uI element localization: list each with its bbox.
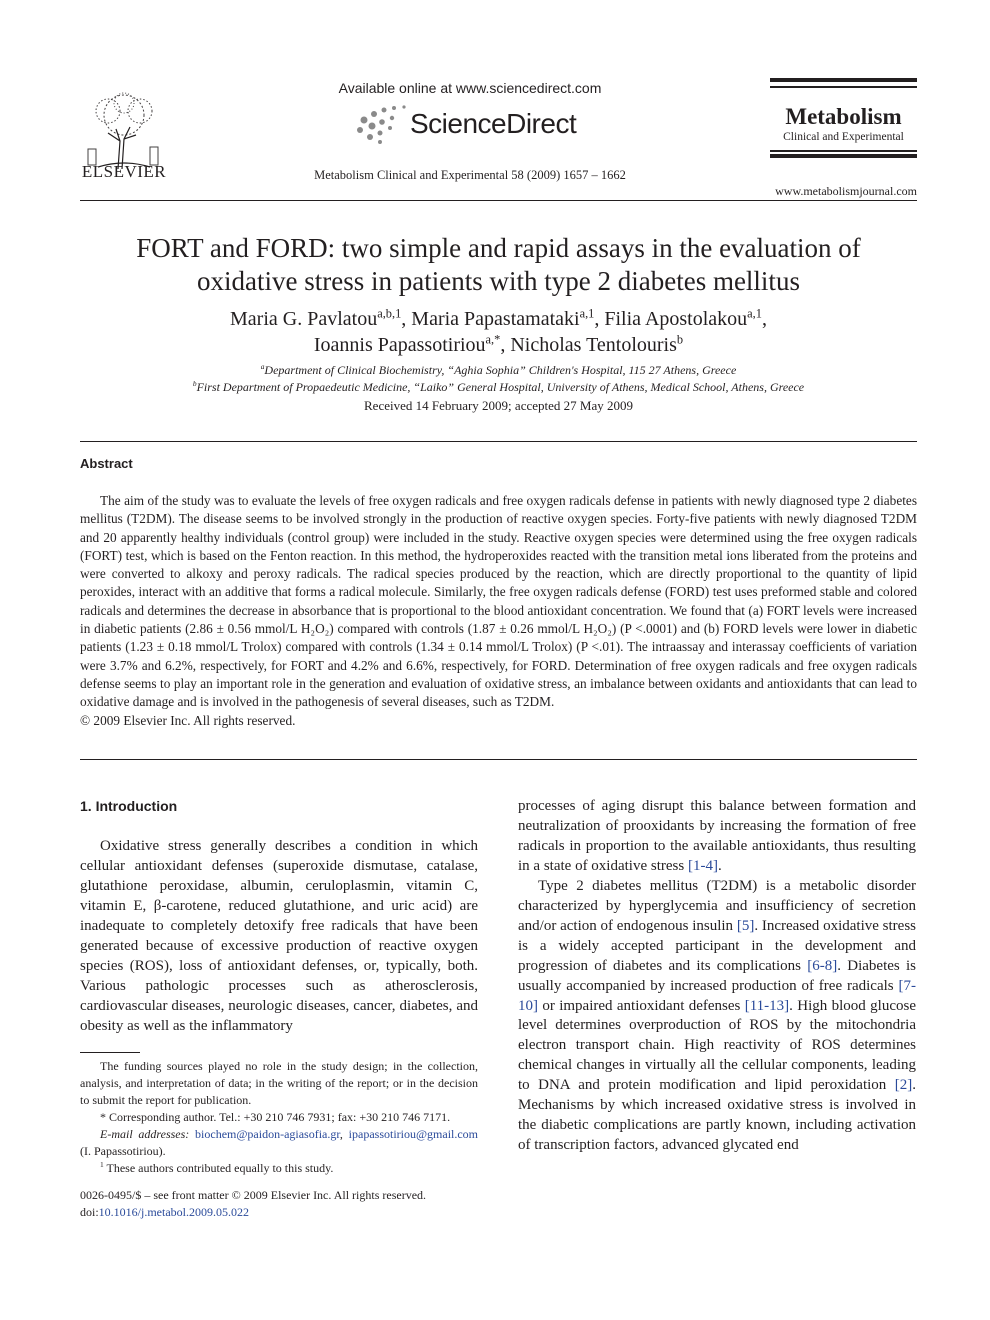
body-text: Type 2 diabetes mellitus (T2DM) is a metabolic disorder characterized by hyperglycemia and insufficiency of secretion and/or action of endogenous insulin: [518, 877, 916, 934]
email-owner: (I. Papassotiriou).: [80, 1144, 166, 1158]
equal-contribution-text: These authors contributed equally to this study.: [106, 1161, 334, 1175]
author-separator: ,: [761, 308, 767, 330]
body-text: . Diabetes is usually accompanied by increased production of free radicals: [518, 957, 917, 994]
affiliations: [80, 362, 917, 396]
body-text: . Mechanisms by which increased oxidative stress is involved in the diabetic complications are partly known, including activation of transcription factors, advanced glycated end: [518, 1077, 916, 1154]
author-name: Nicholas Tentolouris: [510, 334, 677, 356]
received-dates: Received 14 February 2009; accepted 27 May 2009: [364, 398, 633, 413]
journal-rule: [770, 78, 917, 82]
body-text: processes of aging disrupt this balance between formation and neutralization of prooxidants by increasing the formation of free radicals in proportion to the available antioxidants, thus resulting in a state of oxidative stress: [518, 798, 916, 874]
right-column: [518, 797, 916, 1156]
doi-link[interactable]: 10.1016/j.metabol.2009.05.022: [98, 1205, 249, 1219]
body-text: . High blood glucose level determines overproduction of ROS by the mitochondria electron transport chain. High reactivity of ROS determines chemical changes in virtually all the cellular components, leading to DNA and protein modification and lipid peroxidation: [518, 997, 916, 1094]
author-affil-mark: b: [676, 332, 684, 347]
citation-link[interactable]: [11-13]: [744, 997, 790, 1014]
doi-label: doi:: [80, 1205, 99, 1219]
abstract-paragraph: The aim of the study was to evaluate the levels of free oxygen radicals and free oxygen radicals defense in patients with newly diagnosed type 2 diabetes mellitus (T2DM). The disease seems to be involved strongly in the production of reactive oxygen species. Forty-five patients with newly diagnosed T2DM and 20 apparently healthy individuals (control group) were included in the study. Reactive oxygen species were determined using the free oxygen radicals (FORT) test, which is based on the Fenton reaction. In this method, the hydroperoxides reacted with the transition metal ions liberated from the proteins and were converted to alkoxy and peroxy radicals. The radical species produced by the reaction, which are directly proportional to the quantity of lipid peroxides, interact with an additive that forms a radical molecule. Similarly, the free oxygen radicals defense (FORD) test uses preformed stable and colored radicals and determines the decrease in absorbance that is proportional to the blood antioxidant concentration. We found that (a) FORT levels were increased in diabetic patients (2.86 ± 0.56 mmol/L H₂O₂) compared with controls (1.87 ± 0.26 mmol/L H₂O₂) (P <.0001) and (b) FORD levels were lower in diabetic patients (1.23 ± 0.18 mmol/L Trolox) compared with controls (1.34 ± 0.14 mmol/L Trolox) (P <.01). The intraassay and interassay coefficients of variation were 3.7% and 6.2%, respectively, for FORT and 4.2% and 6.6%, respectively, for FORD. Determination of free oxygen radicals and free oxygen radicals defense seems to play an important role in the generation and evaluation of oxidative stress, an imbalance between oxidants and antioxidants that can lead to oxidative damage and is involved in the pathogenesis of several diseases, such as T2DM.: [80, 493, 917, 710]
email-link[interactable]: ipapassotiriou@gmail.com: [348, 1127, 479, 1141]
issn-line: 0026-0495/$ – see front matter © 2009 Elsevier Inc. All rights reserved.: [80, 1188, 427, 1202]
abstract-bottom-rule: [80, 759, 917, 760]
citation-link[interactable]: [1-4]: [687, 857, 718, 874]
body-text: . Increased oxidative stress is a widely accepted participant in the development and progression of diabetes and its complications: [518, 917, 917, 974]
author-name: Filia Apostolakou: [604, 308, 748, 330]
author-affil-mark: a,*: [485, 332, 501, 347]
author-separator: ,: [500, 334, 511, 356]
affil-mark: a: [260, 362, 265, 371]
corresponding-author-note: * Corresponding author. Tel.: +30 210 746 7931; fax: +30 210 746 7171.: [100, 1110, 451, 1124]
funding-note: The funding sources played no role in the study design; in the collection, analysis, and interpretation of data; in the writing of the report; or in the decision to submit the report for publication.: [80, 1059, 478, 1107]
publisher-wordmark: ELSEVIER: [81, 162, 167, 181]
author-affil-mark: a,b,1: [377, 306, 402, 321]
footnote-rule: [80, 1052, 140, 1053]
abstract-top-rule: [80, 441, 917, 442]
email-note: E-mail addresses: biochem@paidon-agiasofia.gr, ipapassotiriou@gmail.com (I. Papassotiriou).: [80, 1127, 479, 1158]
left-column: [80, 797, 478, 1036]
journal-rule: [770, 154, 917, 158]
article-title: [80, 232, 917, 298]
author-affil-mark: a,1: [579, 306, 595, 321]
affil-mark: b: [192, 379, 197, 388]
citation-link[interactable]: [6-8]: [807, 957, 838, 974]
doi-line: [80, 1204, 500, 1221]
journal-rule: [770, 86, 917, 88]
body-paragraph: processes of aging disrupt this balance between formation and neutralization of prooxidants by increasing the formation of free radicals in proportion to the available antioxidants, thus resulting in a state of oxidative stress [1-4].: [518, 798, 916, 874]
title-line: FORT and FORD: two simple and rapid assays in the evaluation of: [136, 233, 861, 263]
author-affil-mark: a,1: [747, 306, 762, 321]
body-paragraph: [518, 877, 916, 1156]
journal-subtitle: Clinical and Experimental: [783, 131, 904, 143]
author-separator: ,: [594, 308, 605, 330]
affiliation-a: Department of Clinical Biochemistry, “Aghia Sophia” Children's Hospital, 115 27 Athens, Greece: [264, 363, 737, 377]
body-paragraph: Oxidative stress generally describes a condition in which cellular antioxidant defenses (superoxide dismutase, catalase, glutathione peroxidase, albumin, ceruloplasmin, vitamin C, vitamin E, β-carotene, reduced glutathione, and uric acid) are inadequate to completely detoxify free radicals that have been generated because of excessive production of reactive oxygen species (ROS), loss of antioxidant defenses, or, typically, both. Various pathologic processes such as atherosclerosis, cardiovascular diseases, neurologic diseases, cancer, diabetes, and obesity as well as the inflammatory: [80, 837, 478, 1034]
header-divider: [80, 200, 917, 201]
footnote-mark: 1: [100, 1160, 104, 1169]
issn-block: [80, 1187, 500, 1221]
citation-link[interactable]: [2]: [894, 1077, 913, 1094]
footnotes: [80, 1058, 478, 1177]
available-online-text: Available online at www.sciencedirect.com: [338, 80, 602, 96]
author-name: Maria G. Pavlatou: [230, 308, 378, 330]
citation-link[interactable]: [5]: [736, 917, 755, 934]
sciencedirect-wordmark: ScienceDirect: [410, 108, 577, 139]
author-name: Ioannis Papassotiriou: [313, 334, 486, 356]
journal-citation: Metabolism Clinical and Experimental 58 (2009) 1657 – 1662: [314, 168, 626, 182]
email-label: E-mail addresses:: [100, 1127, 190, 1141]
email-link[interactable]: biochem@paidon-agiasofia.gr: [195, 1127, 340, 1141]
affiliation-b: First Department of Propaedeutic Medicine, “Laiko” General Hospital, University of Athens, Medical School, Athens, Greece: [196, 380, 805, 394]
abstract-body: [80, 492, 917, 730]
copyright-line: © 2009 Elsevier Inc. All rights reserved.: [80, 712, 296, 728]
equal-contribution-note: [80, 1160, 478, 1177]
citation-link[interactable]: [7-10]: [518, 977, 916, 1014]
journal-name: Metabolism: [785, 104, 902, 129]
journal-url: www.metabolismjournal.com: [775, 184, 917, 198]
title-line: oxidative stress in patients with type 2 diabetes mellitus: [197, 266, 800, 296]
journal-rule: [770, 150, 917, 152]
author-separator: ,: [401, 308, 412, 330]
body-text: or impaired antioxidant defenses: [538, 997, 745, 1014]
author-name: Maria Papastamataki: [411, 308, 580, 330]
abstract-heading: Abstract: [80, 456, 133, 471]
section-heading: 1. Introduction: [80, 798, 178, 814]
author-list: [80, 306, 917, 358]
